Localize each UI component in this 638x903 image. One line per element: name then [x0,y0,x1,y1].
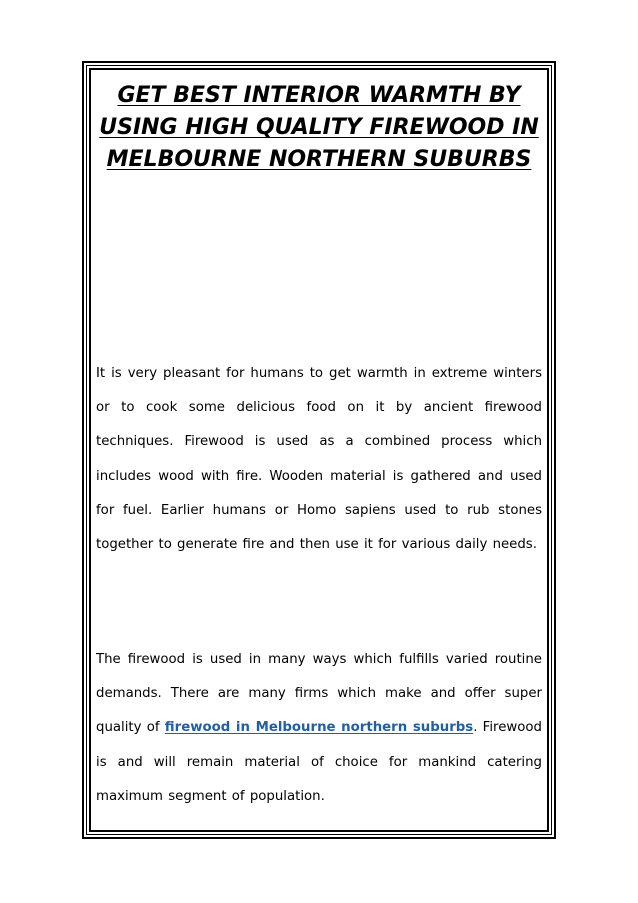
paragraph-second [96,643,542,814]
document-title: GET BEST INTERIOR WARMTH BY USING HIGH QUALITY FIREWOOD IN MELBOURNE NORTHERN SUBURBS [99,83,539,172]
paragraph-intro: It is very pleasant for humans to get warmth in extreme winters or to cook some delicious food on it by ancient firewood techniques. Firewood is used as a combined process which includes wood with fire. Wooden material is gathered and used for fuel. Earlier humans or Homo sapiens used to rub stones together to generate fire and then use it for various daily needs. [96,366,542,553]
firewood-melbourne-link[interactable]: firewood in Melbourne northern suburbs [164,720,474,736]
paragraph-second-text-after: . Firewood is and will remain material of choice for mankind catering maximum segment of population. [96,720,542,804]
paragraph-second-text-before: The firewood is used in many ways which fulfills varied routine demands. There are many firms which make and offer super quality of [96,652,542,736]
